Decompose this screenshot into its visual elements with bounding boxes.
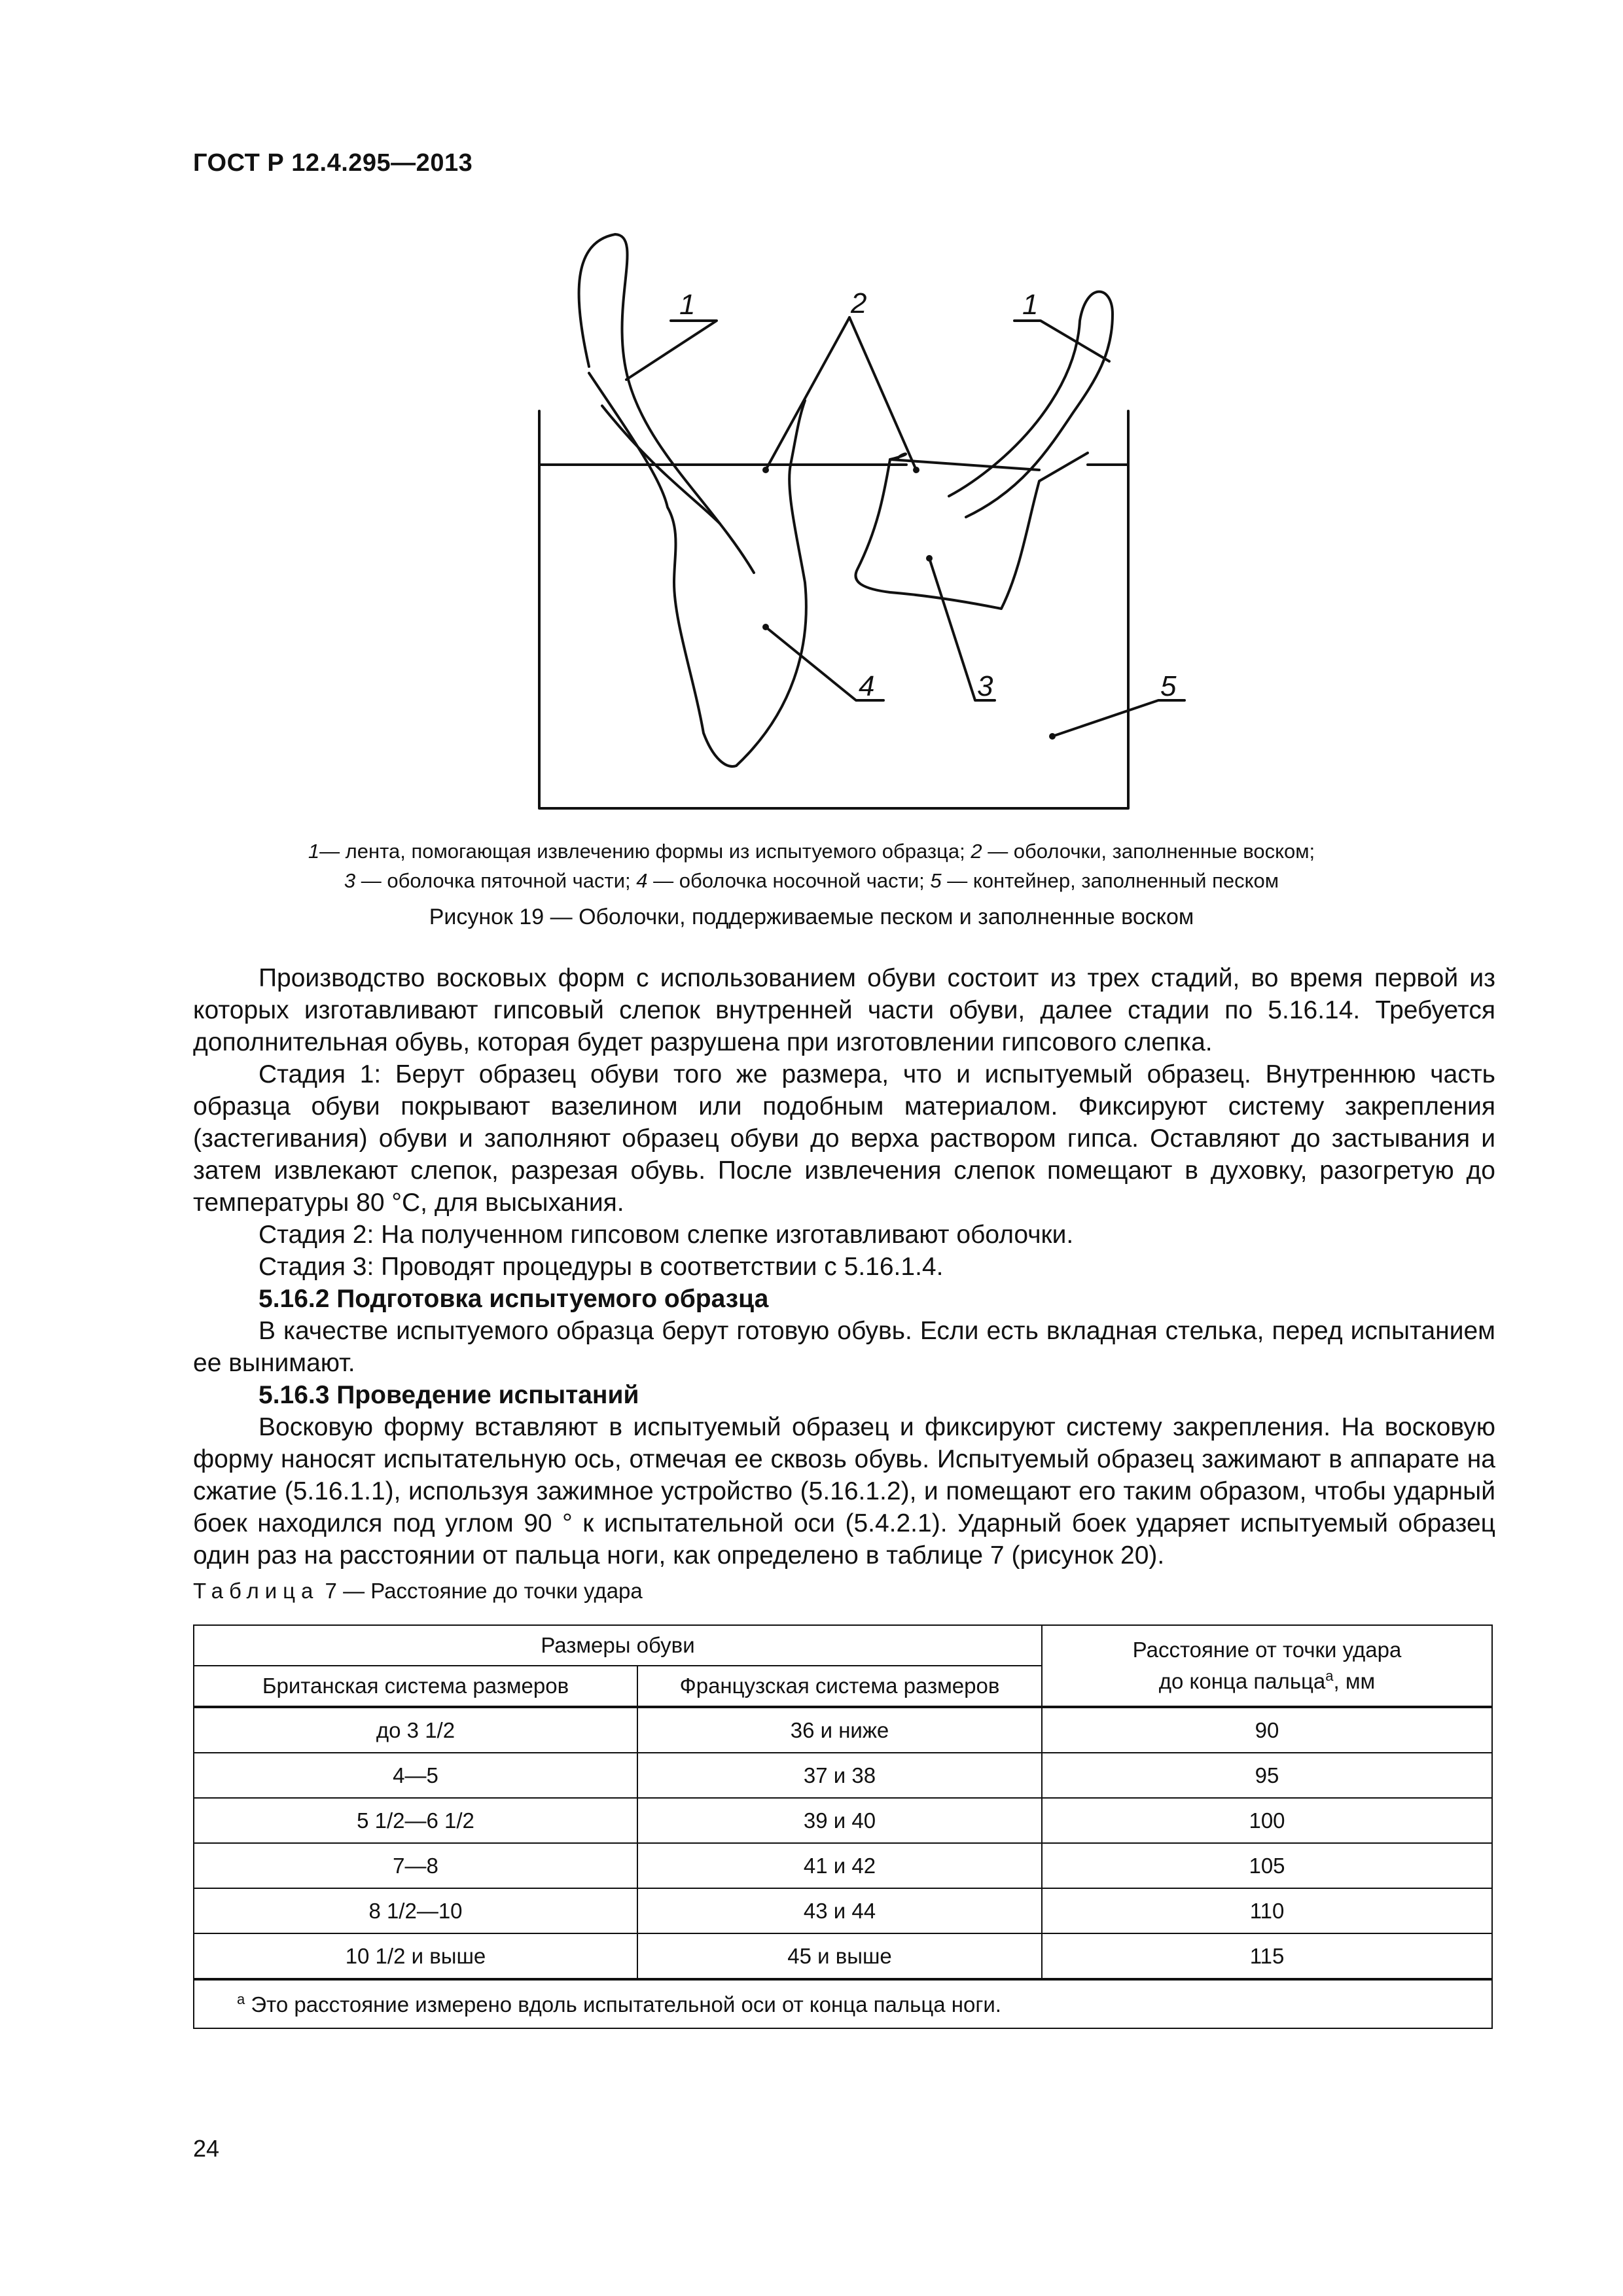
table-row: 4—5 37 и 38 95 [194, 1753, 1492, 1798]
right-tape [949, 292, 1113, 517]
shells-diagram [458, 216, 1211, 838]
left-tape [579, 234, 754, 573]
paragraph: Стадия 2: На полученном гипсовом слепке изготавливают оболочки. [259, 1221, 1074, 1249]
label-4: 4 [859, 670, 875, 702]
leader-1-right [1014, 321, 1109, 361]
header-shoe-sizes: Размеры обуви [194, 1625, 1042, 1666]
label-1-left: 1 [679, 289, 696, 321]
label-5: 5 [1160, 670, 1177, 702]
table-footnote: $^a$ Это расстояние измерено вдоль испытательной оси от конца пальца ноги. [194, 1979, 1492, 2028]
leader-1-left [626, 321, 717, 380]
figure-19 [458, 216, 1211, 838]
table-row: до 3 1/2 36 и ниже 90 [194, 1707, 1492, 1753]
label-1-right: 1 [1022, 289, 1039, 321]
label-3: 3 [977, 670, 993, 702]
toe-shell [589, 373, 806, 766]
paragraph: Стадия 1: Берут образец обуви того же размера, что и испытуемый образец. Внутреннюю часть образца обуви покрывают вазелином или подобным материалом. Фиксируют систему закрепления (застегивания) обуви и заполняют образец обуви до верха раствором гипса. Оставляют до застывания и затем извлекают слепок, разрезая обувь. После извлечения слепок помещают в духовку, разогретую до температуры 80 °С, для высыхания. [193, 1060, 1495, 1217]
paragraph: Производство восковых форм с использованием обуви состоит из трех стадий, во время первой из которых изготавливают гипсовый слепок внутренней части обуви, далее стадии по 5.16.14. Требуется дополнительная обувь, которая будет разрушена при изготовлении гипсового слепка. [193, 964, 1495, 1056]
leader-2b [849, 317, 916, 470]
header-distance: Расстояние от точки удара до конца пальца$^a$, мм [1042, 1625, 1492, 1707]
figure-caption: Рисунок 19 — Оболочки, поддерживаемые песком и заполненные воском [429, 905, 1194, 929]
label-2: 2 [851, 287, 867, 319]
leader-2 [766, 317, 849, 470]
body-text [193, 962, 1495, 1571]
document-header: ГОСТ Р 12.4.295—2013 [193, 149, 473, 177]
table-row: 7—8 41 и 42 105 [194, 1843, 1492, 1888]
table-row: 5 1/2—6 1/2 39 и 40 100 [194, 1798, 1492, 1843]
section-heading-5-16-3: 5.16.3 Проведение испытаний [259, 1381, 639, 1409]
table-7 [193, 1624, 1493, 2029]
leader-5 [1052, 700, 1185, 736]
header-british: Британская система размеров [194, 1666, 637, 1707]
header-french: Французская система размеров [637, 1666, 1042, 1707]
figure-legend: 1— лента, помогающая извлечению формы из испытуемого образца; 2 — оболочки, заполненные воском; 3 — оболочка пяточной части; 4 — оболочка носочной части; 5 — контейнер, заполненный песком [308, 840, 1315, 892]
table-row: 8 1/2—10 43 и 44 110 [194, 1888, 1492, 1933]
paragraph: В качестве испытуемого образца берут готовую обувь. Если есть вкладная стелька, перед испытанием ее вынимают. [193, 1317, 1495, 1377]
table-title: Таблица 7 — Расстояние до точки удара [193, 1579, 643, 1603]
heel-shell [855, 453, 1088, 609]
paragraph: Стадия 3: Проводят процедуры в соответствии с 5.16.1.4. [259, 1253, 944, 1281]
table-row: 10 1/2 и выше 45 и выше 115 [194, 1933, 1492, 1979]
page-number: 24 [193, 2135, 220, 2162]
paragraph: Восковую форму вставляют в испытуемый образец и фиксируют систему закрепления. На восковую форму наносят испытательную ось, отмечая ее сквозь обувь. Испытуемый образец зажимают в аппарате на сжатие (5.16.1.1), используя зажимное устройство (5.16.1.2), и помещают его таким образом, чтобы ударный боек находился под углом 90 ° к испытательной оси (5.4.2.1). Ударный боек ударяет испытуемый образец один раз на расстоянии от пальца ноги, как определено в таблице 7 (рисунок 20). [193, 1413, 1495, 1570]
section-heading-5-16-2: 5.16.2 Подготовка испытуемого образца [259, 1285, 769, 1313]
